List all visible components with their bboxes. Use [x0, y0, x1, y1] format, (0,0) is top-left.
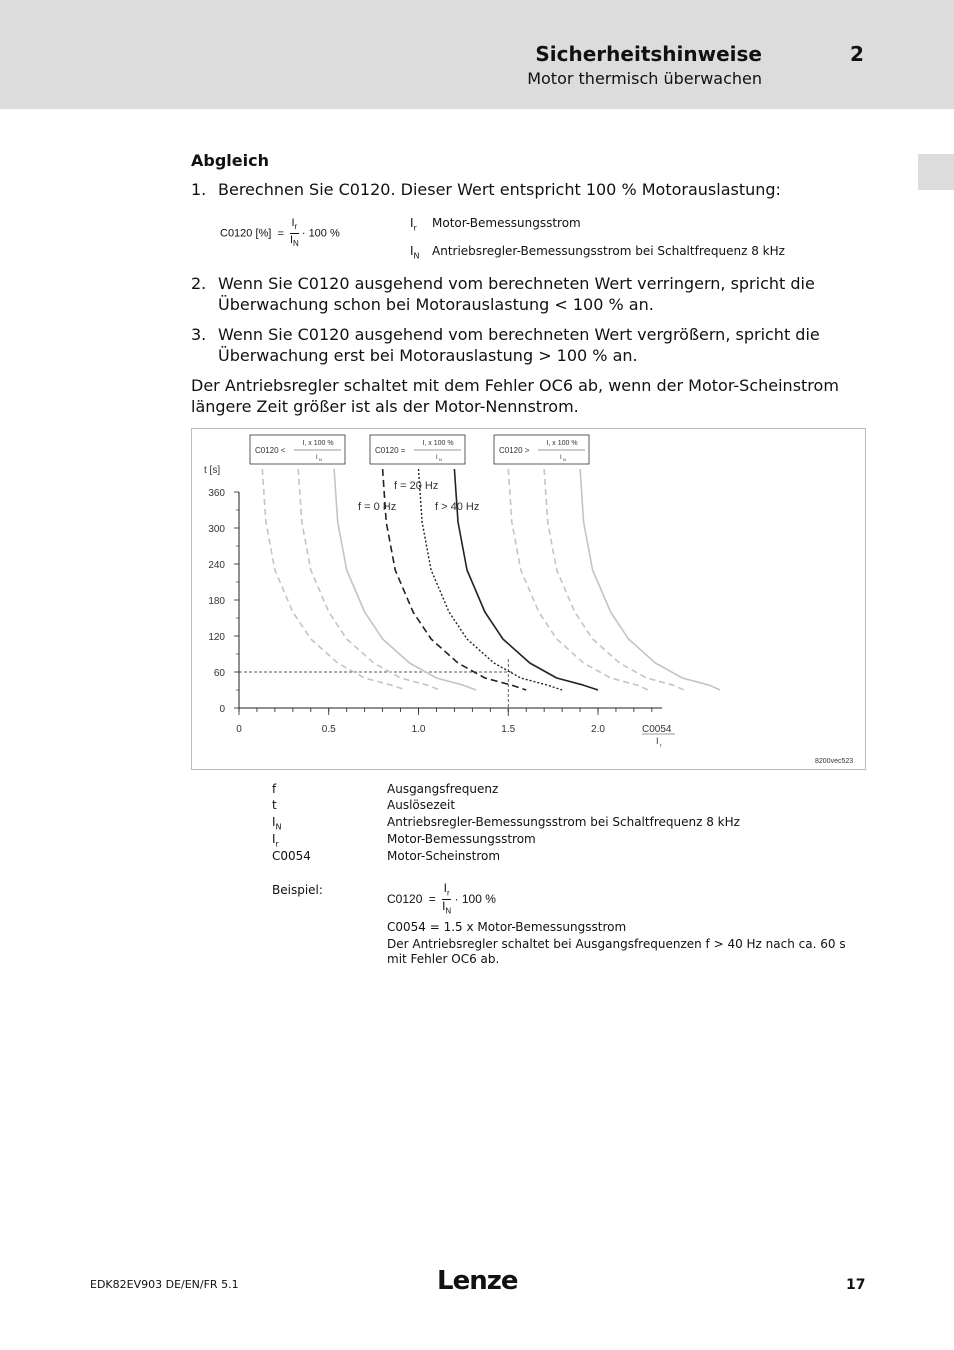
condition-num: I, x 100 % — [422, 440, 454, 447]
chapter-number: 2 — [850, 42, 864, 66]
glossary-desc: Antriebsregler-Bemessungsstrom bei Schaltfrequenz 8 kHz — [387, 815, 740, 829]
glossary-term: $I_N$ — [272, 815, 282, 832]
annotation-f0: f = 0 Hz — [358, 501, 397, 513]
condition-den: I — [436, 455, 438, 461]
y-tick-label: 240 — [208, 560, 225, 571]
x-axis-label-den-sub: r — [660, 743, 662, 749]
condition-lhs: C0120 = — [375, 446, 406, 455]
x-tick-label: 1.5 — [501, 724, 516, 735]
x-axis-label: C0054 — [642, 724, 672, 735]
x-tick-label: 1.0 — [411, 724, 426, 735]
body-paragraph: Der Antriebsregler schaltet mit dem Fehler OC6 ab, wenn der Motor-Scheinstrom längere Zeit größer ist als der Motor-Nennstrom. — [191, 376, 839, 416]
page-header — [0, 0, 954, 109]
example-line-1: C0054 = 1.5 x Motor-Bemessungsstrom — [387, 920, 627, 934]
condition-lhs: C0120 < — [255, 446, 286, 455]
condition-den-sub: N — [439, 457, 442, 462]
y-tick-label: 60 — [213, 668, 225, 679]
glossary-term: $I_r$ — [272, 832, 279, 849]
chapter-tab-marker — [918, 154, 954, 190]
document-id: EDK82EV903 DE/EN/FR 5.1 — [90, 1278, 239, 1291]
symbol-ir: $I_r$ Motor-Bemessungsstrom — [410, 216, 581, 233]
trip-time-chart — [192, 429, 865, 769]
formula-rhs: · 100 % — [301, 227, 340, 240]
example-line-2: Der Antriebsregler schaltet bei Ausgangsfrequenzen f > 40 Hz nach ca. 60 s mit Fehler OC6 ab. — [387, 937, 846, 966]
x-tick-label: 0 — [236, 724, 242, 735]
y-axis-label: t [s] — [204, 465, 221, 476]
y-tick-label: 120 — [208, 632, 225, 643]
step-number: 3. — [191, 325, 207, 344]
glossary-desc: Motor-Scheinstrom — [387, 849, 501, 863]
step-text: Wenn Sie C0120 ausgehend vom berechneten Wert verringern, spricht die Überwachung schon bei Motorauslastung < 100 % an. — [218, 274, 815, 314]
formula-fraction: $\frac{I_r}{I_N}$ — [289, 217, 299, 249]
condition-den-sub: N — [319, 457, 322, 462]
step-number: 2. — [191, 274, 207, 293]
figure-id: 8200vec523 — [815, 758, 854, 765]
chapter-subtitle: Motor thermisch überwachen — [527, 69, 762, 88]
trip-time-chart-figure — [191, 428, 866, 770]
x-axis-label-den: I — [656, 736, 659, 746]
symbol-in: $I_N$ Antriebsregler-Bemessungsstrom bei Schaltfrequenz 8 kHz — [410, 244, 785, 261]
condition-lhs: C0120 > — [499, 446, 530, 455]
annotation-f40: f > 40 Hz — [435, 501, 480, 513]
condition-num: I, x 100 % — [302, 440, 334, 447]
formula-c0120 — [220, 217, 340, 250]
formula-lhs: C0120 [%] — [220, 227, 272, 240]
glossary-term: f — [272, 782, 277, 796]
example-label: Beispiel: — [272, 883, 323, 897]
curve-gt-8 — [580, 469, 720, 690]
section-title: Abgleich — [191, 151, 269, 170]
curve-gt-7 — [544, 469, 684, 690]
step-text: Wenn Sie C0120 ausgehend vom berechneten Wert vergrößern, spricht die Überwachung erst bei Motorauslastung > 100 % an. — [218, 325, 820, 365]
y-tick-label: 0 — [219, 704, 225, 715]
y-tick-label: 180 — [208, 596, 225, 607]
y-tick-label: 360 — [208, 488, 225, 499]
example-formula: C0120 = $\frac{I_r}{I_N}$ · 100 % — [387, 881, 496, 916]
x-tick-label: 0.5 — [321, 724, 336, 735]
glossary-desc: Ausgangsfrequenz — [387, 782, 499, 796]
annotation-f20: f = 20 Hz — [394, 480, 439, 492]
condition-num: I, x 100 % — [546, 440, 578, 447]
page-number: 17 — [846, 1277, 866, 1293]
glossary-desc: Auslösezeit — [387, 798, 456, 812]
formula-eq: = — [277, 227, 284, 240]
condition-den: I — [316, 455, 318, 461]
glossary-term: C0054 — [272, 849, 311, 863]
glossary-term: t — [272, 798, 277, 812]
x-tick-label: 2.0 — [591, 724, 605, 735]
curve-gt-6 — [508, 469, 648, 690]
condition-den-sub: N — [563, 457, 566, 462]
step-number: 1. — [191, 180, 207, 199]
chapter-title: Sicherheitshinweise — [535, 42, 762, 66]
y-tick-label: 300 — [208, 524, 225, 535]
step-text: Berechnen Sie C0120. Dieser Wert entspricht 100 % Motorauslastung: — [218, 180, 781, 199]
condition-den: I — [560, 455, 562, 461]
lenze-logo: Lenze — [437, 1266, 518, 1296]
glossary-desc: Motor-Bemessungsstrom — [387, 832, 536, 846]
